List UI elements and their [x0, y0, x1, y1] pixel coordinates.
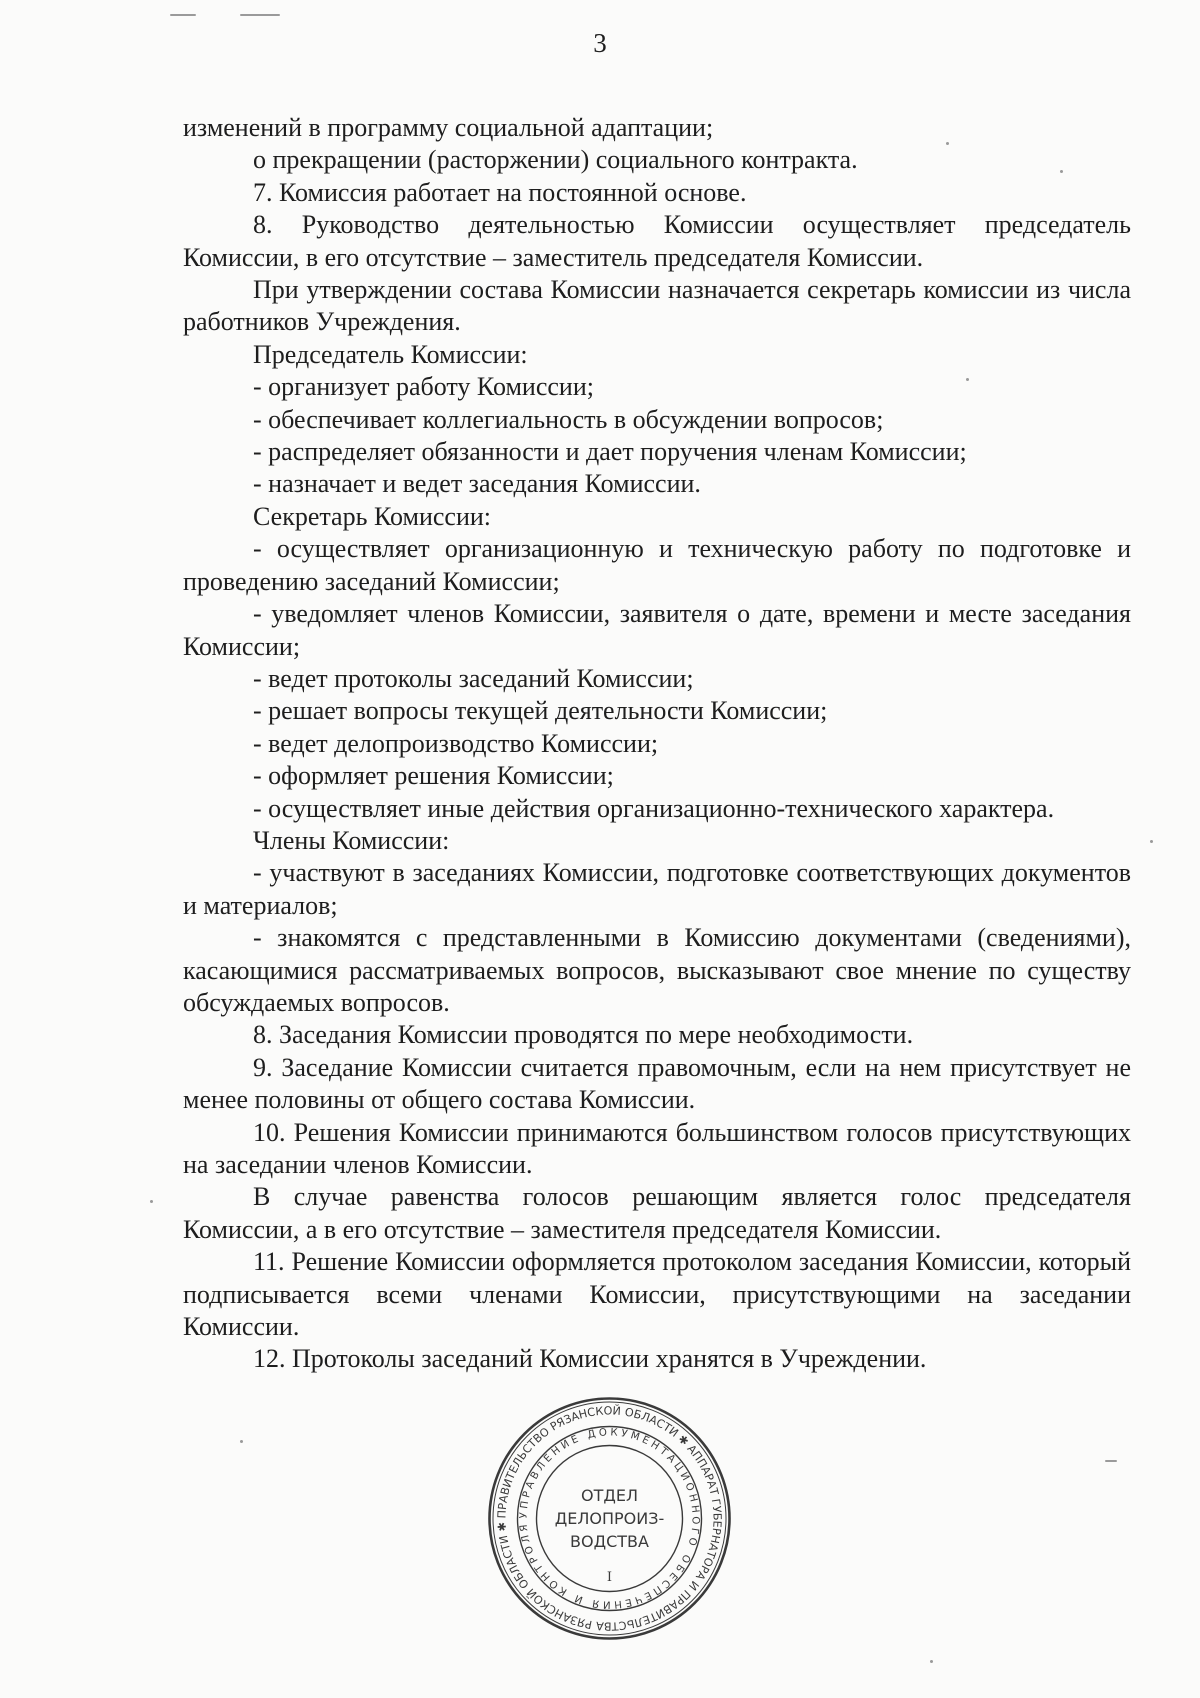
paragraph: 9. Заседание Комиссии считается правомочным, если на нем присутствует не менее половины от общего состава Комиссии.	[183, 1052, 1131, 1115]
paragraph: - ведет делопроизводство Комиссии;	[253, 728, 659, 758]
paragraph: - организует работу Комиссии;	[253, 372, 594, 402]
paragraph: о прекращении (расторжении) социального контракта.	[253, 145, 858, 175]
paragraph: - осуществляет иные действия организационно-технического характера.	[253, 793, 1055, 823]
scan-speck	[930, 1660, 933, 1663]
paragraph: В случае равенства голосов решающим является голос председателя Комиссии, а в его отсутствие – заместителя председателя Комиссии.	[183, 1182, 1131, 1244]
scan-speck	[1150, 840, 1153, 843]
paragraph: - распределяет обязанности и дает поручения членам Комиссии;	[253, 437, 967, 467]
page-number: 3	[593, 28, 607, 58]
scan-speck	[946, 142, 949, 145]
scan-speck	[1105, 1460, 1117, 1462]
stamp-center-line-1: ОТДЕЛ	[580, 1486, 639, 1505]
official-stamp	[487, 1396, 732, 1641]
paragraph: изменений в программу социальной адаптации;	[183, 113, 714, 142]
document-body	[183, 112, 1131, 1376]
paragraph: - оформляет решения Комиссии;	[253, 761, 614, 791]
paragraph: - участвуют в заседаниях Комиссии, подготовке соответствующих документов и материалов;	[183, 858, 1131, 920]
scan-speck	[966, 378, 969, 381]
paragraph: - обеспечивает коллегиальность в обсуждении вопросов;	[253, 404, 884, 434]
scan-speck	[1060, 170, 1063, 173]
stamp-inner-text-path: УПРАВЛЕНИЕ ДОКУМЕНТАЦИОННОГО ОБЕСПЕЧЕНИЯ И КОНТРОЛЯ	[518, 1427, 701, 1610]
paragraph: 7. Комиссия работает на постоянной основе.	[253, 177, 747, 207]
paragraph: 11. Решение Комиссии оформляется протоколом заседания Комиссии, который подписывается всеми членами Комиссии, присутствующими на заседании Комиссии.	[183, 1247, 1131, 1342]
paragraph: - уведомляет членов Комиссии, заявителя о дате, времени и месте заседания Комиссии;	[183, 599, 1131, 661]
paragraph: 10. Решения Комиссии принимаются большинством голосов присутствующих на заседании членов Комиссии.	[183, 1117, 1131, 1179]
stamp-number: I	[606, 1570, 613, 1585]
paragraph: - осуществляет организационную и техническую работу по подготовке и проведению заседаний Комиссии;	[183, 534, 1131, 596]
paragraph: 12. Протоколы заседаний Комиссии хранятся в Учреждении.	[253, 1344, 927, 1374]
scan-speck	[150, 1200, 153, 1203]
scan-speck	[240, 14, 280, 16]
paragraph: Секретарь Комиссии:	[253, 501, 491, 531]
paragraph: - решает вопросы текущей деятельности Комиссии;	[253, 696, 828, 726]
scan-speck	[170, 14, 196, 16]
stamp-outer-text-path: ПРАВИТЕЛЬСТВО РЯЗАНСКОЙ ОБЛАСТИ ✱ АППАРАТ ГУБЕРНАТОРА И ПРАВИТЕЛЬСТВА РЯЗАНСКОЙ ОБЛАСТИ ✱	[495, 1404, 724, 1633]
paragraph: - знакомятся с представленными в Комиссию документами (сведениями), касающимися рассматриваемых вопросов, высказывают свое мнение по существу обсуждаемых вопросов.	[183, 923, 1131, 1017]
stamp-center-line-2: ДЕЛОПРОИЗ-	[554, 1509, 665, 1528]
paragraph: Члены Комиссии:	[253, 825, 450, 855]
scan-speck	[240, 1440, 243, 1443]
paragraph: Председатель Комиссии:	[253, 339, 528, 369]
paragraph: 8. Руководство деятельностью Комиссии осуществляет председатель Комиссии, в его отсутствие – заместитель председателя Комиссии.	[183, 210, 1131, 272]
stamp-center-line-3: ВОДСТВА	[570, 1532, 649, 1551]
paragraph: - ведет протоколы заседаний Комиссии;	[253, 663, 694, 693]
paragraph: 8. Заседания Комиссии проводятся по мере необходимости.	[253, 1020, 914, 1050]
paragraph: - назначает и ведет заседания Комиссии.	[253, 469, 701, 499]
paragraph: При утверждении состава Комиссии назначается секретарь комиссии из числа работников Учреждения.	[183, 275, 1131, 337]
